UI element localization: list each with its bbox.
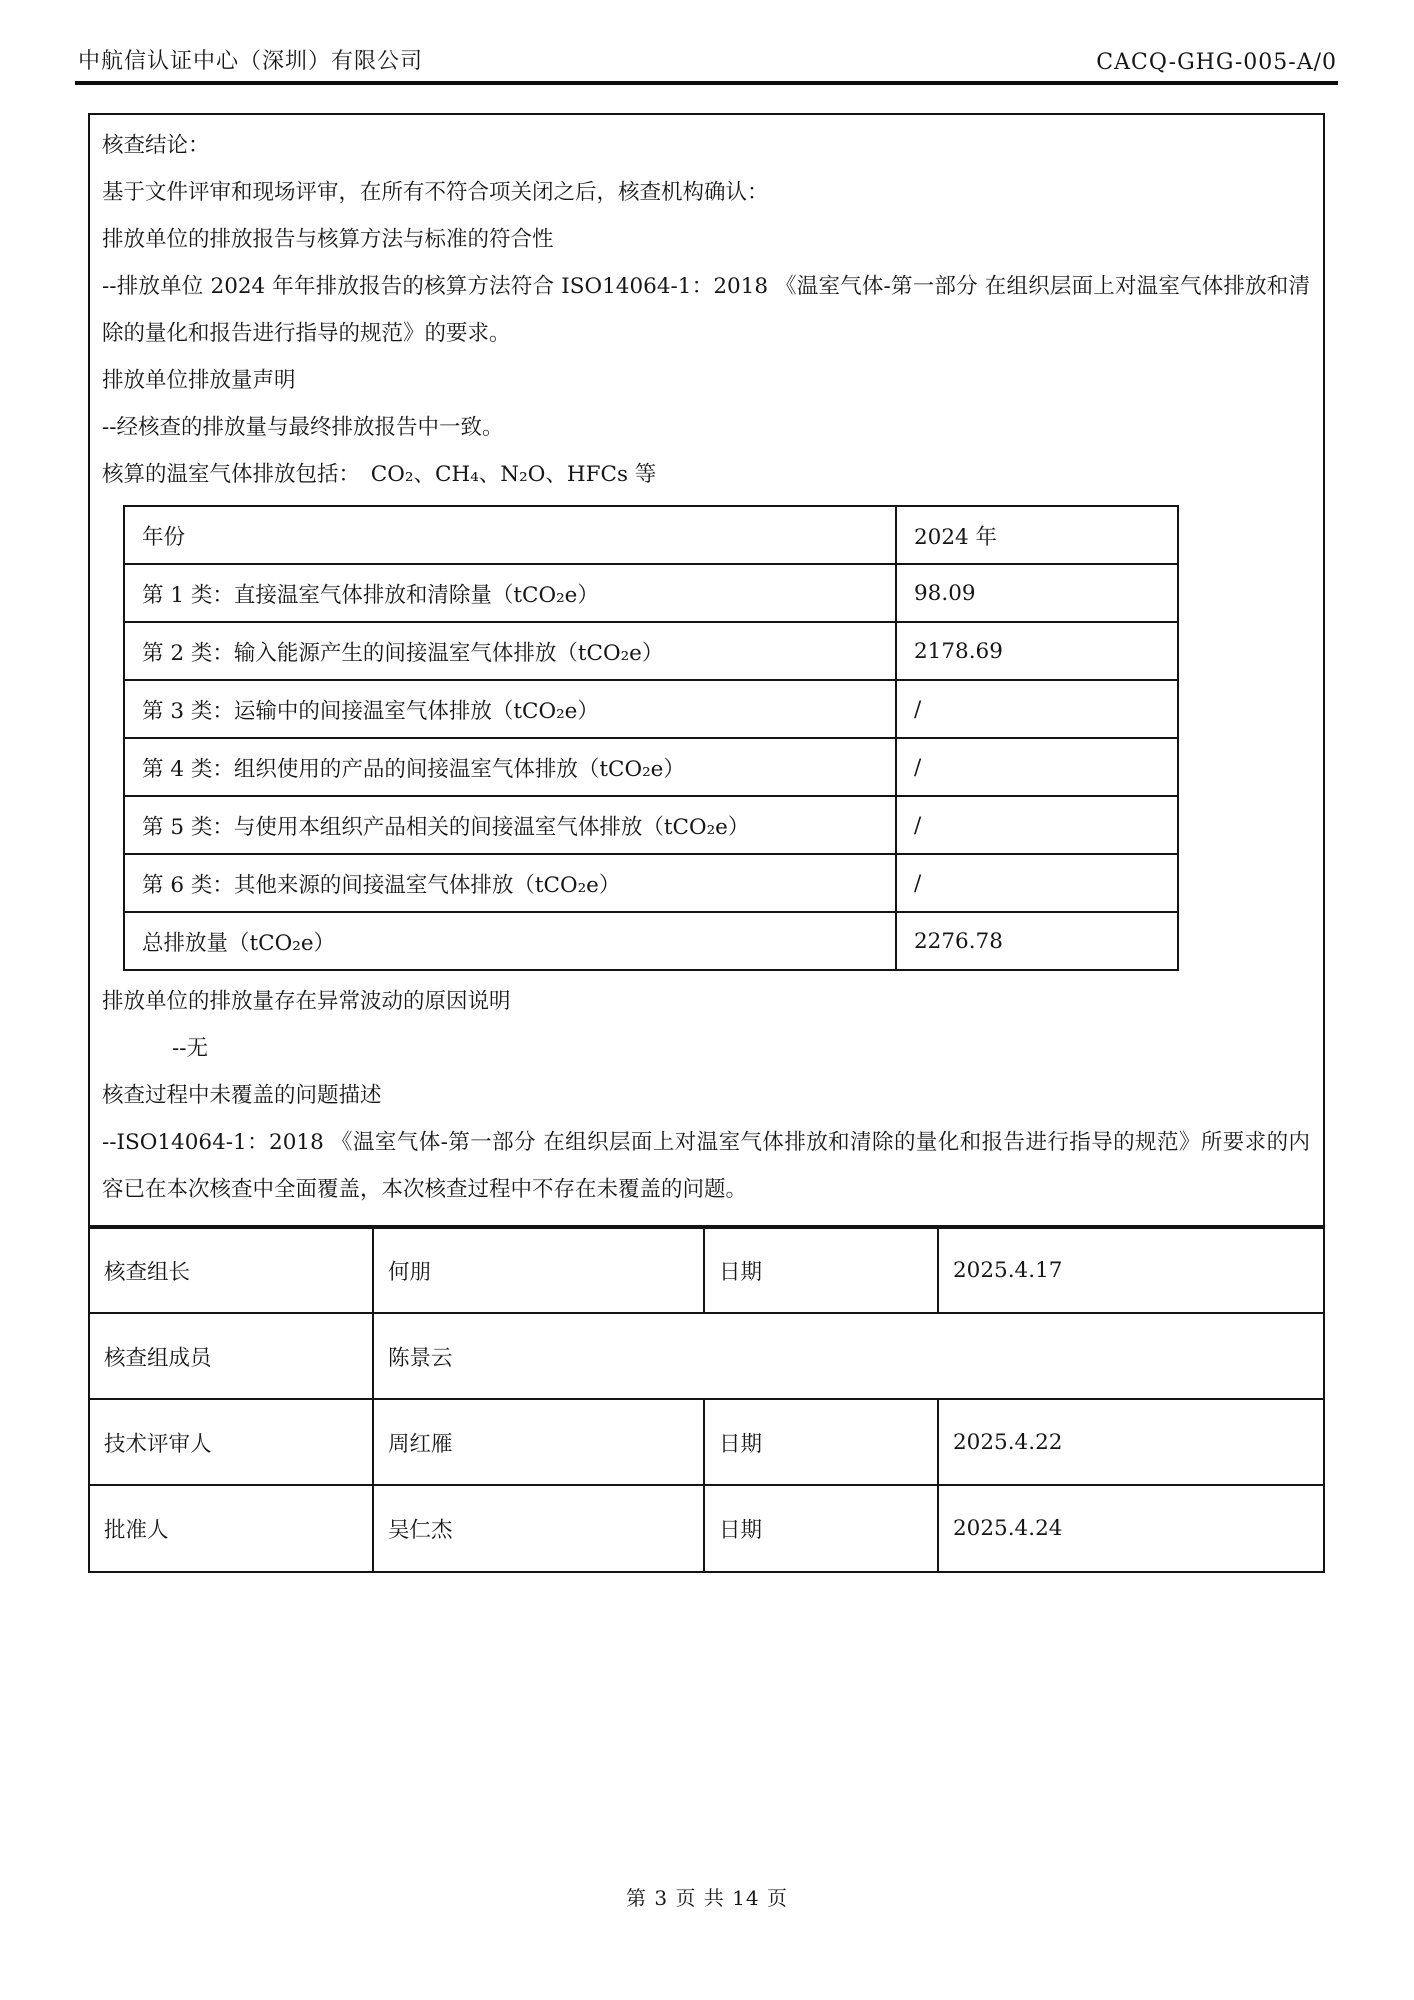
table-row <box>124 854 1178 912</box>
name-cell: 吴仁杰 <box>373 1485 704 1571</box>
role-cell: 批准人 <box>90 1485 373 1571</box>
paragraph-statement-title: 排放单位排放量声明 <box>102 368 296 393</box>
paragraph-statement-detail: --经核查的排放量与最终排放报告中一致。 <box>102 415 504 440</box>
emission-table <box>123 505 1179 971</box>
paragraph-uncovered-title: 核查过程中未覆盖的问题描述 <box>102 1083 382 1108</box>
page-indicator: 第 3 页 共 14 页 <box>626 1886 788 1910</box>
conclusion-heading: 核查结论： <box>102 133 210 158</box>
role-cell: 技术评审人 <box>90 1399 373 1485</box>
table-row <box>124 564 1178 622</box>
name-cell: 何朋 <box>373 1227 704 1313</box>
date-label-cell: 日期 <box>704 1399 938 1485</box>
date-cell: 2025.4.17 <box>938 1227 1323 1313</box>
role-cell: 核查组长 <box>90 1227 373 1313</box>
role-cell: 核查组成员 <box>90 1313 373 1399</box>
emission-category-cell: 总排放量（tCO₂e） <box>124 912 896 970</box>
paragraph-fluctuation-title: 排放单位的排放量存在异常波动的原因说明 <box>102 989 511 1014</box>
table-row <box>124 796 1178 854</box>
emission-category-cell: 第 5 类：与使用本组织产品相关的间接温室气体排放（tCO₂e） <box>124 796 896 854</box>
emission-category-cell: 年份 <box>124 506 896 564</box>
emission-category-cell: 第 6 类：其他来源的间接温室气体排放（tCO₂e） <box>124 854 896 912</box>
paragraph-fluctuation-answer: --无 <box>172 1036 209 1061</box>
emission-value-cell: 98.09 <box>896 564 1178 622</box>
paragraph-review-basis: 基于文件评审和现场评审，在所有不符合项关闭之后，核查机构确认： <box>102 180 769 205</box>
verification-conclusion-section <box>90 115 1323 1225</box>
company-name: 中航信认证中心（深圳）有限公司 <box>78 49 424 74</box>
date-cell: 2025.4.24 <box>938 1485 1323 1571</box>
emission-value-cell: 2024 年 <box>896 506 1178 564</box>
name-cell: 陈景云 <box>373 1313 1323 1399</box>
table-row <box>124 622 1178 680</box>
emission-category-cell: 第 2 类：输入能源产生的间接温室气体排放（tCO₂e） <box>124 622 896 680</box>
emission-value-cell: / <box>896 680 1178 738</box>
emission-category-cell: 第 3 类：运输中的间接温室气体排放（tCO₂e） <box>124 680 896 738</box>
emission-category-cell: 第 1 类：直接温室气体排放和清除量（tCO₂e） <box>124 564 896 622</box>
name-cell: 周红雁 <box>373 1399 704 1485</box>
paragraph-uncovered-detail: --ISO14064-1：2018 《温室气体-第一部分 在组织层面上对温室气体排放和清除的量化和报告进行指导的规范》所要求的内容已在本次核查中全面覆盖，本次核查过程中不存在未覆盖的问题。 <box>102 1130 1310 1202</box>
paragraph-gases-included: 核算的温室气体排放包括： CO₂、CH₄、N₂O、HFCs 等 <box>102 462 657 487</box>
emission-value-cell: 2276.78 <box>896 912 1178 970</box>
emission-value-cell: / <box>896 738 1178 796</box>
emission-value-cell: / <box>896 796 1178 854</box>
table-row <box>124 506 1178 564</box>
table-row <box>90 1399 1323 1485</box>
date-cell: 2025.4.22 <box>938 1399 1323 1485</box>
date-label-cell: 日期 <box>704 1485 938 1571</box>
header-rule <box>75 81 1338 85</box>
table-row <box>124 680 1178 738</box>
signature-table <box>90 1225 1323 1571</box>
table-row <box>90 1313 1323 1399</box>
emission-value-cell: 2178.69 <box>896 622 1178 680</box>
document-code: CACQ-GHG-005-A/0 <box>1096 50 1337 75</box>
table-row <box>90 1485 1323 1571</box>
emission-value-cell: / <box>896 854 1178 912</box>
table-row <box>124 912 1178 970</box>
table-row <box>124 738 1178 796</box>
page-header <box>78 44 1337 75</box>
emission-category-cell: 第 4 类：组织使用的产品的间接温室气体排放（tCO₂e） <box>124 738 896 796</box>
table-row <box>90 1227 1323 1313</box>
paragraph-conformity-detail: --排放单位 2024 年年排放报告的核算方法符合 ISO14064-1：2018 《温室气体-第一部分 在组织层面上对温室气体排放和清除的量化和报告进行指导的规范》的要求。 <box>102 274 1310 346</box>
date-label-cell: 日期 <box>704 1227 938 1313</box>
paragraph-conformity-title: 排放单位的排放报告与核算方法与标准的符合性 <box>102 227 554 252</box>
verification-report-box <box>88 113 1325 1573</box>
